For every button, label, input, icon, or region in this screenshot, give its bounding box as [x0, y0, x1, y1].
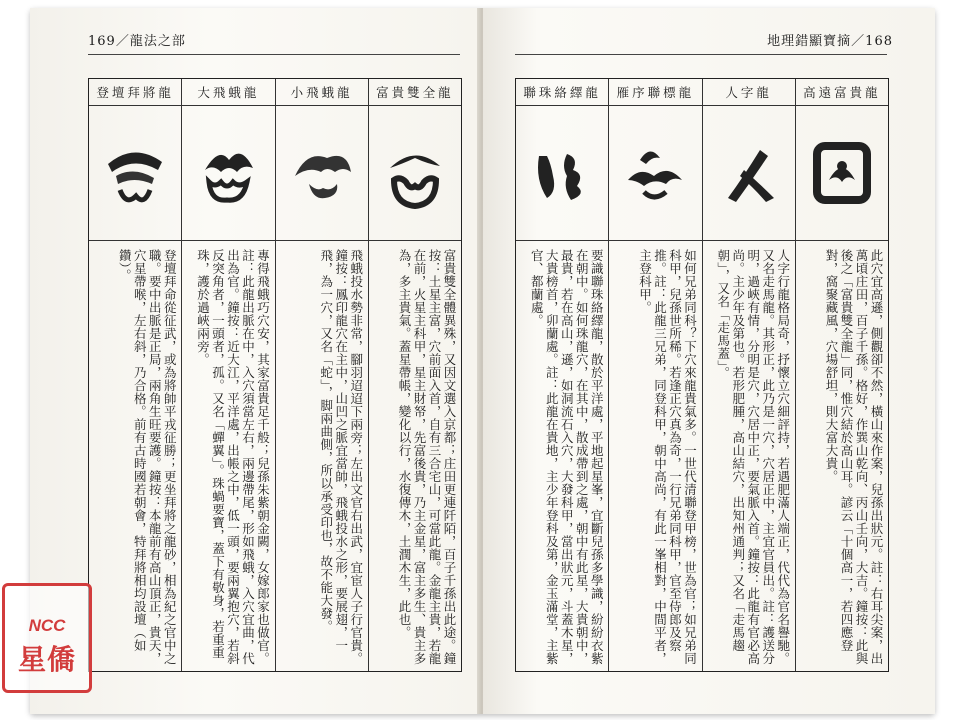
dragon-column-1: [368, 79, 461, 671]
watermark-stamp: [2, 583, 92, 693]
left-header-rule: [88, 54, 460, 55]
watermark-top-text: NCC: [28, 616, 66, 635]
column-title: 聯珠絡繹龍: [516, 79, 608, 106]
column-paragraph: 專得飛蛾巧穴安，其家富貴足千般；兒孫朱紫朝金闕，女嫁郎家也做官。註：此龍出脈在中，入穴須當左右，兩邊帶尾，形如飛蛾，入穴宜曲，代出為官。鐘按：近大江，平洋處，出帳之中，低一頭，要兩翼抱穴，若斜反突角者，一頭者，孤。又名「蟬翼」。珠蝸要寶，蓋下有敬身，若重重珠，護於過峽兩旁。: [195, 249, 271, 665]
dragon-figure-2: [276, 106, 368, 241]
column-text: [182, 241, 274, 671]
dragon-figure-7: [609, 106, 701, 241]
dragon-figure-1: [369, 106, 461, 241]
column-title: 高遠富貴龍: [796, 79, 888, 106]
dragon-column-3: [608, 79, 701, 671]
column-text: [609, 241, 701, 671]
dragon-figure-6-icon: [714, 136, 784, 210]
left-page-header: 169／龍法之部: [88, 34, 186, 49]
right-table: [515, 78, 889, 672]
dragon-column-1: [795, 79, 888, 671]
dragon-figure-1-icon: [380, 136, 450, 210]
column-text: [276, 241, 368, 671]
dragon-column-2: [275, 79, 368, 671]
right-page: [483, 8, 935, 714]
dragon-figure-2-icon: [287, 136, 357, 210]
column-paragraph: 此穴宜高遜，側觀卻不然，橫山來作案，兒孫出狀元。註：右耳尖案，出萬頃庄田，百子千孫。格好，作巽山乾向、丙山壬向，大吉。鐘按：此與後之「富貴雙全龍」同，惟穴結於高山耳。諺云「十個高一，若四應登對，窩聚藏風，穴場舒坦，則大富大貴。: [824, 249, 884, 665]
dragon-figure-4-icon: [100, 136, 170, 210]
left-page: [30, 8, 482, 714]
column-title: 登壇拜將龍: [89, 79, 181, 106]
column-paragraph: 要識聯珠絡繹龍，散於平洋處，平地起星峯，宜斷兒孫多學識，紛紛衣紫在朝中。如何珠龍穴，在其中，散成帶到之處，朝中有此星，大貴朝中，最貴，若在高山，遜，如洞流石入穴，大發科甲，當出狀元，斗蓋木星，大貴榜首，卯蘭處。註：此龍在貴地，主少年登科及第，金玉滿堂，主紫官、都蘭處。: [529, 249, 605, 665]
column-text: [703, 241, 795, 671]
open-book: [30, 8, 935, 714]
column-text: [369, 241, 461, 671]
column-title: 富貴雙全龍: [369, 79, 461, 106]
column-title: 小飛蛾龍: [276, 79, 368, 106]
column-paragraph: 飛蛾投水勢非常，腳羽迢迢下兩旁；左出文官右出武，宜宦人子行官貴。鐘按：鳳印龍穴在主中，山凹之脈宜當帥，飛蛾投水之形，要展翅，一飛，為一穴，又名「蛇」，脚兩曲側，所以承受印也，故不能大發。: [318, 249, 364, 665]
left-table: [88, 78, 462, 672]
dragon-column-4: [516, 79, 608, 671]
dragon-figure-5: [796, 106, 888, 241]
dragon-column-3: [181, 79, 274, 671]
column-text: [89, 241, 181, 671]
column-title: 雁序聯標龍: [609, 79, 701, 106]
dragon-figure-8: [516, 106, 608, 241]
right-header-rule: [515, 54, 887, 55]
dragon-figure-6: [703, 106, 795, 241]
column-title: 大飛蛾龍: [182, 79, 274, 106]
dragon-figure-7-icon: [620, 136, 690, 210]
column-paragraph: 人字行龍格局奇，抒懷立穴細評持，若遇肥滿人端正，代代為官名譽馳。又名走馬龍。其形正，此乃是一穴，穴居正中，主宜官員出。註：護送分明，過峽有情，分明是穴，穴居中正，要氣脈入首。鐘按：此龍有官必高尚。主少年及第也。若形肥腫，高山結穴，出知州通判；又名「走馬趨朝」，又名「走馬蓋」。: [715, 249, 791, 665]
watermark-main-text: 星僑: [17, 643, 76, 676]
dragon-figure-8-icon: [527, 136, 597, 210]
column-text: [516, 241, 608, 671]
right-page-header: 地理錯顯寶摘／168: [767, 34, 893, 49]
column-paragraph: 富貴雙全體異殊，又因文選入京都；庄田更連阡陌，百子千孫出此途。鐘按：土星主富，穴前面入首，自有三合宅山，可當此龍。金龍主貴，若龍在前，火星主科甲，星主財帑，先富後貴，乃主金星，富主多生、貴主多為，多主貴氣。蓋星帶帳，變化以行，水復傳木，土潤木生，此也。: [397, 249, 457, 665]
column-paragraph: 如何兄弟同科？下穴來龍貴氣多。一世代清聯登甲榜，世為官；如兄弟同科甲，兒孫世所稀。若逢正穴真為奇，一行兄弟同科甲，官至侍郎及察推。註：此龍三兄弟，同登科甲，朝中高尚，有此一峯相對，中間平者，主登科甲。: [637, 249, 698, 665]
dragon-figure-5-icon: [807, 136, 877, 210]
column-paragraph: 登壇拜命從征武，或為將帥平戎征勝；更坐拜將之龍砂，相為紀之官中之職。要中出脈是正局，兩角生旺要護。鐘按：本龍前有高山頂正，貴天，穴星帶喉，左右斜，乃合格。前有古時國若朝會，特拜將相均設壇（如鑽）。: [117, 249, 178, 665]
dragon-figure-3-icon: [193, 136, 263, 210]
dragon-column-4: [89, 79, 181, 671]
column-text: [796, 241, 888, 671]
dragon-figure-3: [182, 106, 274, 241]
column-title: 人字龍: [703, 79, 795, 106]
dragon-column-2: [702, 79, 795, 671]
dragon-figure-4: [89, 106, 181, 241]
